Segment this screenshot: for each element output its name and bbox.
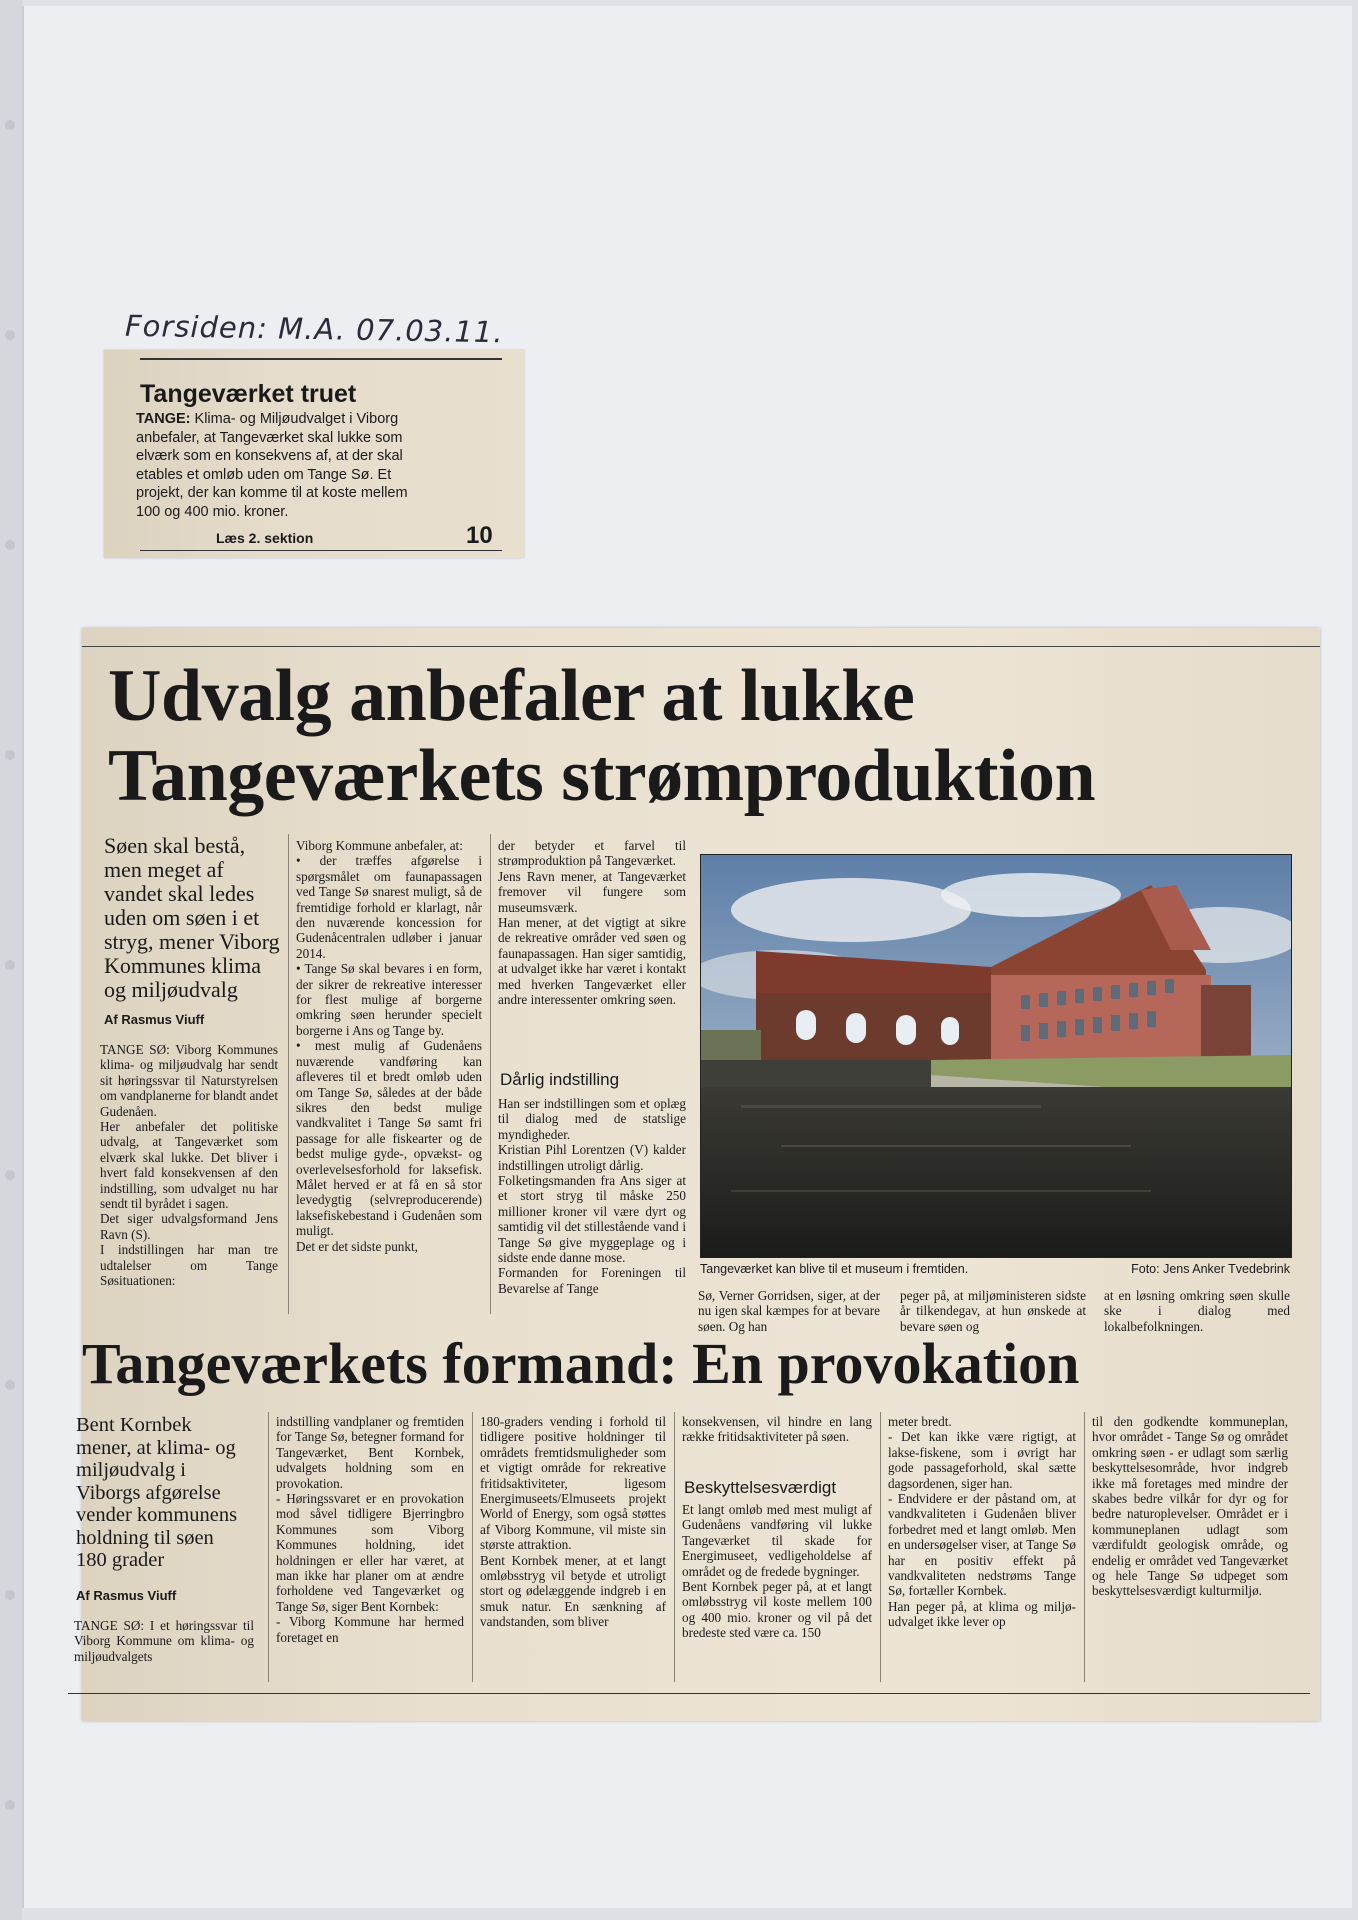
article-1-column-2: Viborg Kommune anbefaler, at: • der træffes afgørelse i spørgsmålet om faunapassagen ved Tange Sø snarest muligt, så de fremtidige forhold er klarlagt, når den nuværende koncession for Gudenåcentralen udløber i januar 2014. • Tange Sø skal bevares i en form, der sikrer de rekreative interesser for flest mulige af borgerne omkring søen herunder specielt borgerne i Ans og Tange by. • mest mulig af Gudenåens nuværende vandføring kan afleveres til et bredt omløb uden om Tange Sø, således at der både sikres den bedst mulige vandkvalitet i Tange Sø samt fri passage for alle fiskearter og de bedst mulige gyde-, opvækst- og overlevelsesforhold for laksefisk. Målet herved er at få en så stor levedygtig (selvreproducerende) laksefiskebestand i Gudenåen som muligt. Det er det sidste punkt,: [296, 838, 482, 1254]
article-1-byline: Af Rasmus Viuff: [104, 1012, 205, 1027]
article-2-byline: Af Rasmus Viuff: [76, 1588, 177, 1603]
article-1-column-1: TANGE SØ: Viborg Kommunes klima- og miljøudvalg har sendt sit høringssvar til Naturstyrelsen om vandplanerne for blandt andet Gudenåen. Her anbefaler det politiske udvalg, at Tangeværket som elværk skal lukke. Det bliver i hvert fald konsekvensen af den indstilling, som udvalget nu har sendt til byrådet i sagen. Det siger udvalgsformand Jens Ravn (S). I indstillingen har man tre udtalelser om Tange Søsituationen:: [100, 1042, 278, 1289]
article-1-column-6: at en løsning omkring søen skulle ske i dialog med lokalbefolkningen.: [1104, 1288, 1290, 1334]
article-2-lede: Bent Kornbek mener, at klima- og miljøudvalg i Viborgs afgørelse vender kommunens holdning til søen 180 grader: [76, 1414, 238, 1571]
column-divider: [880, 1412, 881, 1682]
column-divider: [674, 1412, 675, 1682]
column-divider: [472, 1412, 473, 1682]
small-clipping-lead: TANGE:: [136, 411, 191, 427]
small-clipping-headline: Tangeværket truet: [140, 380, 357, 408]
read-more-label: Læs 2. sektion: [216, 530, 314, 546]
column-divider: [490, 834, 491, 1314]
article-2-column-2: indstilling vandplaner og fremtiden for Tange Sø, betegner formand for Tangeværket, Bent Kornbek, udvalgets holdning som en provokation. - Høringssvaret er en provokation mod såvel tidligere Bjerringbro Kommunes som Viborg Kommunes holdning, idet holdningen er eller har været, at man ikke har planer om at ændre forholdene ved Tangeværket og Tange Sø, siger Bent Kornbek: - Viborg Kommune har hermed foretaget en: [276, 1414, 464, 1645]
article-2-column-4b: Et langt omløb med mest muligt af Gudenåens vandføring vil lukke Tangeværket til skade for Energimuseet, vedligeholdelse af området og de fredede bygninger. Bent Kornbek peger på, at et langt omløbsstryg vil koste mellem 100 og 400 mio. kroner og vil på det bredeste sted være ca. 150: [682, 1502, 872, 1641]
divider: [82, 646, 1320, 647]
article-1-column-5: peger på, at miljøministeren sidste år tilkendegav, at hun ønskede at bevare søen og: [900, 1288, 1086, 1334]
column-divider: [268, 1412, 269, 1682]
article-2-column-6: til den godkendte kommuneplan, hvor området - Tange Sø og området omkring søen - er udlagt som særlig beskyttelsesområde, hvor indgreb ikke må foretages med mindre der skabes bedre vilkår for dyr og for bedre naturoplevelser. Området er i kommuneplanen udlagt som værdifuldt geologisk område, og endelig er området ved Tangeværket og hele Tange Sø udpeget som beskyttelsesværdigt kulturmiljø.: [1092, 1414, 1288, 1599]
column-divider: [1084, 1412, 1085, 1682]
sleeve-perforations: [0, 0, 22, 1920]
handwritten-note: Forsiden: M.A. 07.03.11.: [124, 308, 504, 350]
article-2-column-4a: konsekvensen, vil hindre en lang række fritidsaktiviteter på søen.: [682, 1414, 872, 1445]
main-clipping: [74, 628, 1320, 1721]
article-1-lede: Søen skal bestå, men meget af vandet skal ledes uden om søen i et stryg, mener Viborg Kommunes klima og miljøudvalg: [104, 833, 280, 1002]
tangevaerket-photo: [700, 854, 1292, 1258]
small-clipping-body: [136, 410, 416, 521]
article-1-subhead: Dårlig indstilling: [500, 1070, 620, 1089]
article-2-subhead: Beskyttelsesværdigt: [684, 1478, 837, 1497]
small-clipping-text: Klima- og Miljøudvalget i Viborg anbefaler, at Tangeværket skal lukke som elværk som en konsekvens af, at der skal etables et omløb uden om Tange Sø. Et projekt, der kan komme til at koste mellem 100 og 400 mio. kroner.: [136, 411, 408, 520]
article-1-column-3a: der betyder et farvel til strømproduktion på Tangeværket. Jens Ravn mener, at Tangeværket fremover vil fungere som museumsværk. Han mener, at det vigtigt at sikre de rekreative områder ved søen og faunapassagen. Han siger samtidig, at udvalget ikke har været i kontakt med hverken Tangeværket eller andre interessenter omkring søen.: [498, 838, 686, 1008]
divider: [140, 550, 502, 551]
article-2-headline: Tangeværkets formand: En provokation: [82, 1331, 1080, 1396]
photo-illustration: [701, 855, 1291, 1257]
article-2-column-3: 180-graders vending i forhold til tidligere positive holdninger til områdets fremtidsmuligheder som et vigtigt område for rekreative fritidsaktiviteter, ligesom Energimuseets/Elmuseets projekt World of Energy, som også støttes af Viborg Kommune, vil miste sin største attraktion. Bent Kornbek mener, at et langt omløbsstryg vil betyde et utroligt stort og ødelæggende indgreb i en smuk natur. En sænkning af vandstanden, som bliver: [480, 1414, 666, 1630]
article-2-column-1: TANGE SØ: I et høringssvar til Viborg Kommune om klima- og miljøudvalgets: [74, 1618, 254, 1664]
photo-credit: Foto: Jens Anker Tvedebrink: [1131, 1262, 1290, 1276]
divider: [140, 358, 502, 360]
photo-caption: Tangeværket kan blive til et museum i fremtiden.: [700, 1262, 969, 1276]
column-divider: [288, 834, 289, 1314]
article-1-column-4: Sø, Verner Gorridsen, siger, at der nu igen skal kæmpes for at bevare søen. Og han: [698, 1288, 880, 1334]
divider: [68, 1693, 1310, 1694]
small-clipping: [104, 350, 524, 558]
article-1-column-3b: Han ser indstillingen som et oplæg til dialog med de statslige myndigheder. Kristian Pihl Lorentzen (V) kalder indstillingen utroligt dårlig. Folketingsmanden fra Ans siger at et stort stryg til måske 250 millioner kroner vil være dyrt og samtidig vil det stillestående vand i Tange Sø give myggeplage og i sidste ende danne mose. Formanden for Foreningen til Bevarelse af Tange: [498, 1096, 686, 1296]
photo-caption-row: [700, 1262, 1290, 1276]
article-1-headline: Udvalg anbefaler at lukke Tangeværkets strømproduktion: [108, 655, 1096, 817]
article-2-column-5: meter bredt. - Det kan ikke være rigtigt, at lakse-fiskene, som i øvrigt har gode passageforhold, skal sætte dagsordenen, siger han. - Endvidere er der påstand om, at vandkvaliteten i Gudenåen bliver forbedret med et langt omløb. Men en undersøgelser viser, at Tange Sø har en positiv effekt på vandkvaliteten nedstrøms Tange Sø, fortæller Kornbek. Han peger på, at klima og miljø-udvalget ikke lever op: [888, 1414, 1076, 1630]
page-number: 10: [466, 522, 493, 549]
